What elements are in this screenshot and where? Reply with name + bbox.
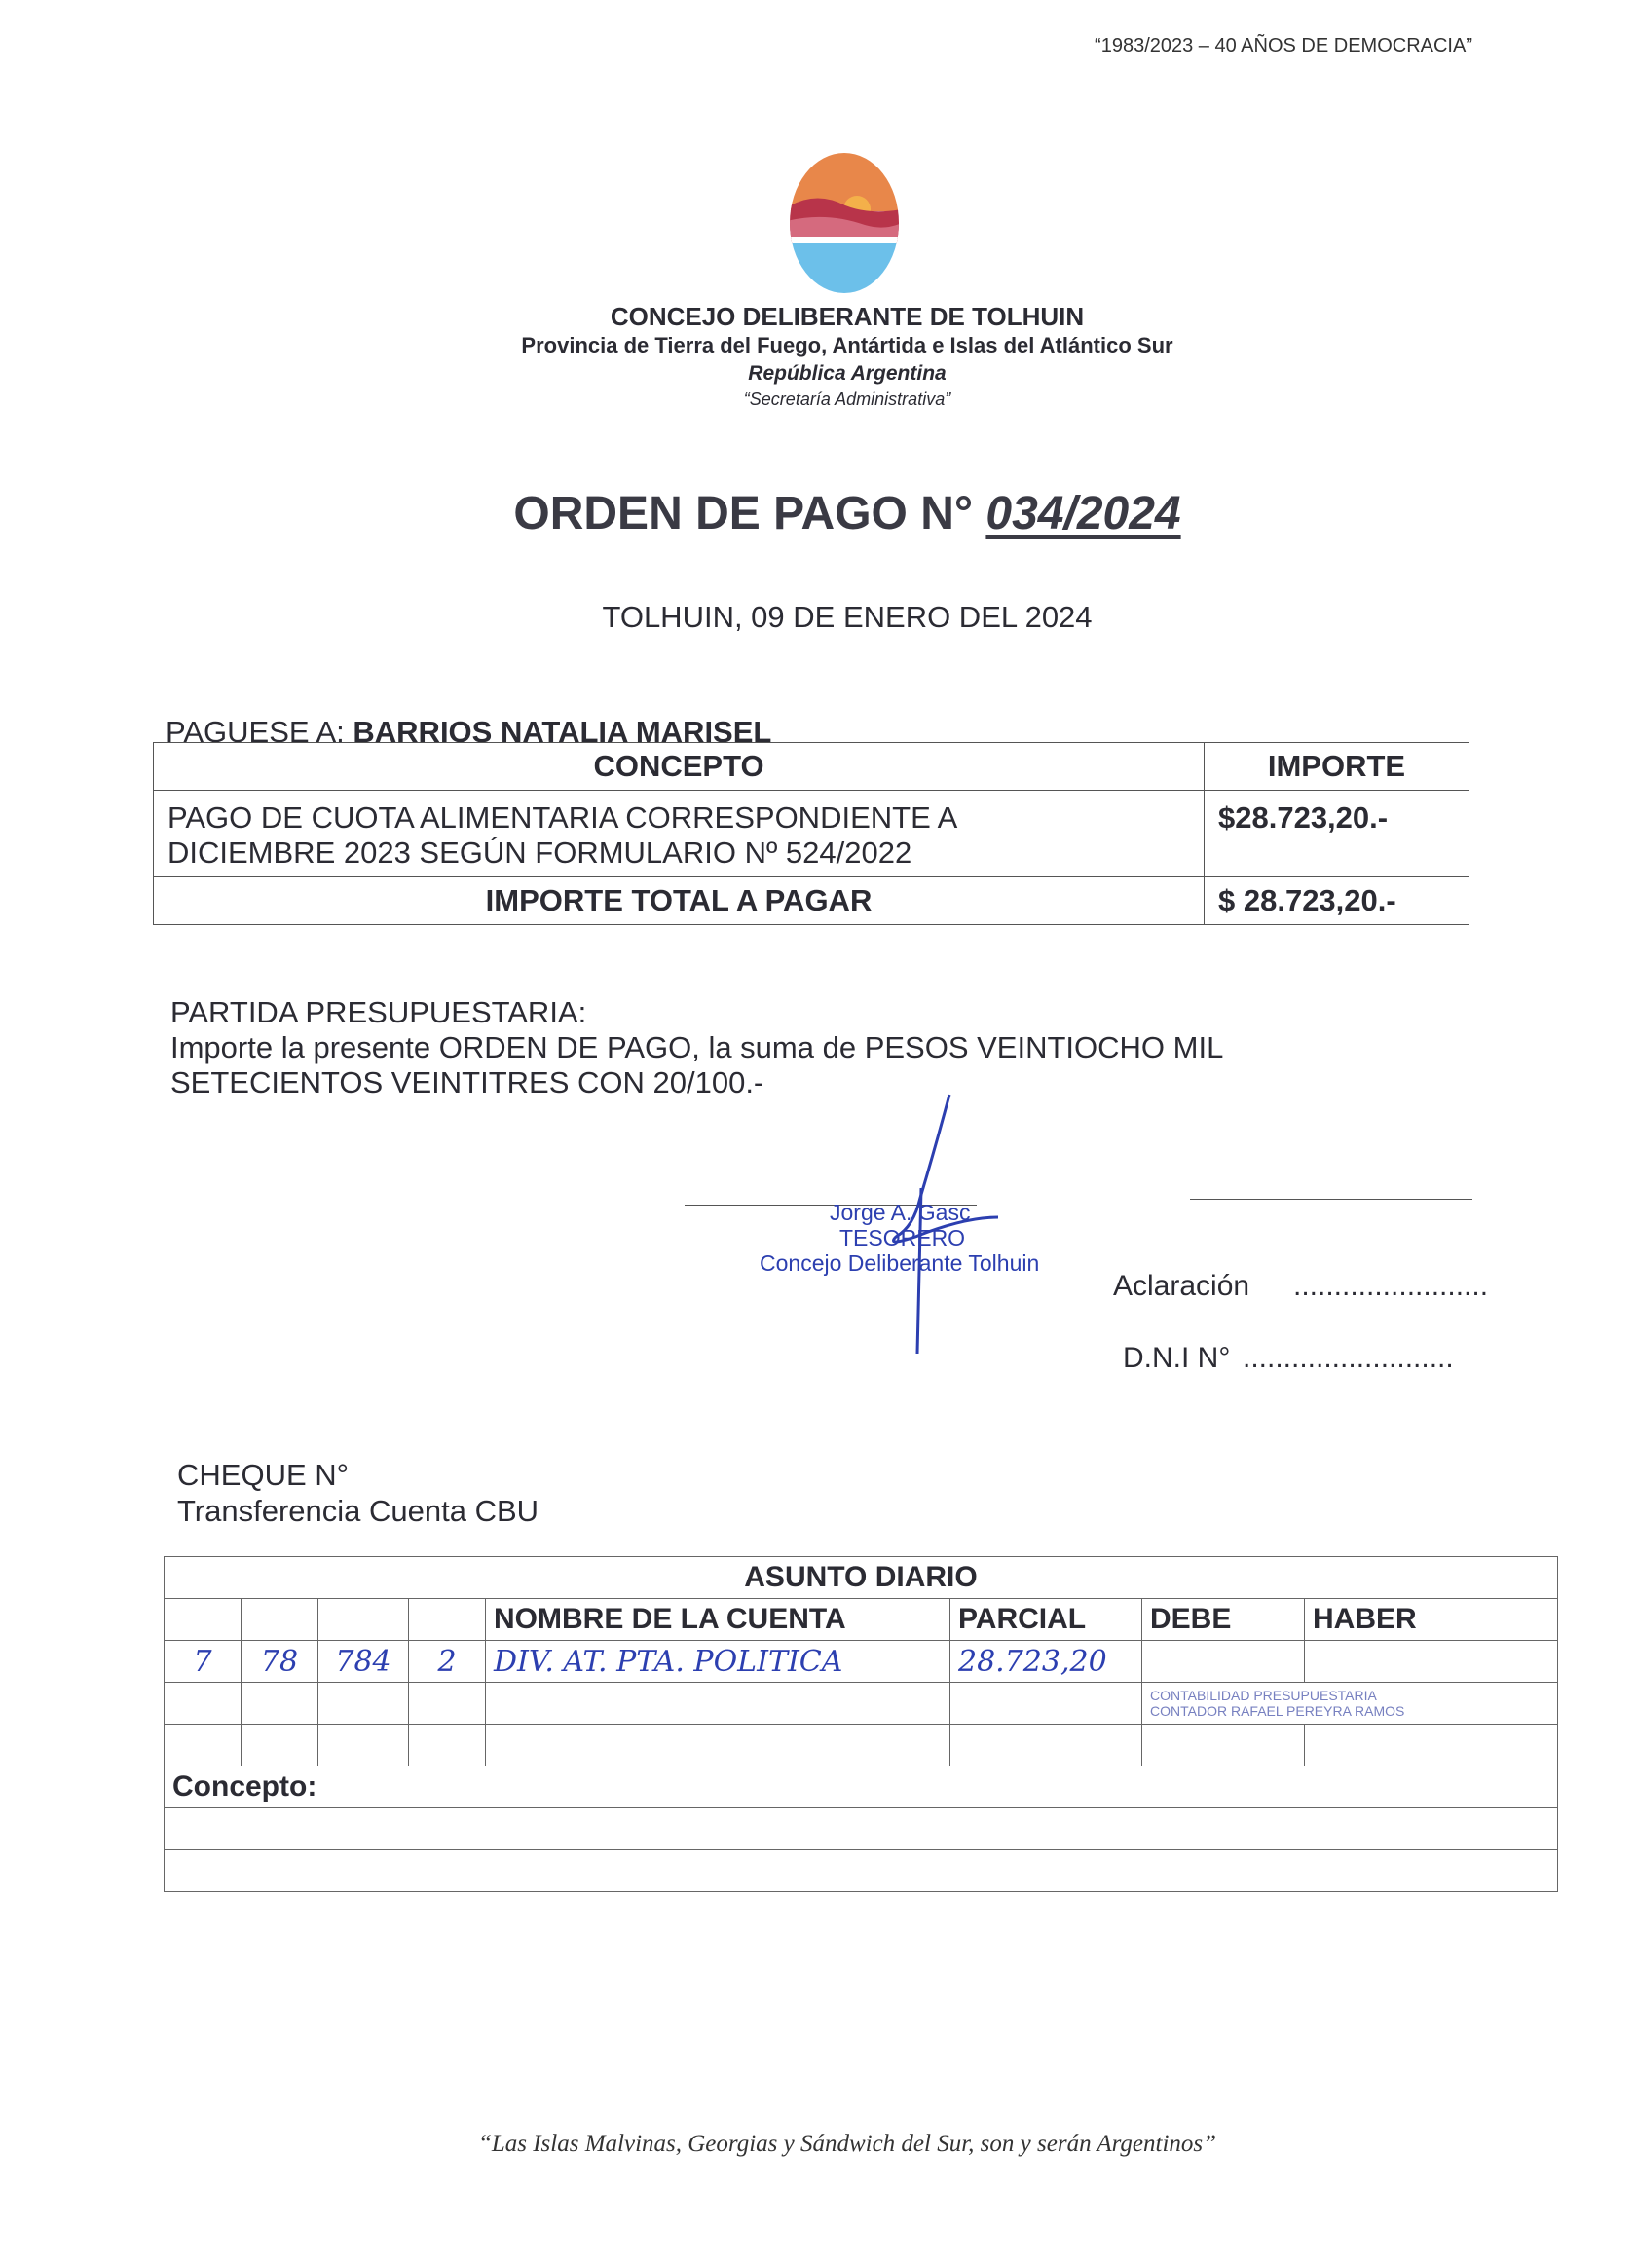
empty-cell [165,1683,242,1725]
empty-cell [242,1725,318,1766]
order-number: 034/2024 [985,488,1181,539]
parcial-header: PARCIAL [950,1599,1142,1641]
code-cell [242,1599,318,1641]
hand-code: 7 [165,1641,242,1683]
empty-cell [1142,1725,1305,1766]
empty-cell [950,1683,1142,1725]
date-line: TOLHUIN, 09 DE ENERO DEL 2024 [602,600,1093,634]
stamp-line1: CONTABILIDAD PRESUPUESTARIA [1150,1688,1377,1703]
empty-cell [242,1683,318,1725]
empty-cell [318,1683,409,1725]
cheque-label: CHEQUE N° [177,1458,350,1492]
signature-line-right [1190,1199,1472,1200]
concepto-line [165,1850,1558,1892]
hand-code: 78 [242,1641,318,1683]
country-name: República Argentina [748,362,947,385]
transfer-label: Transferencia Cuenta CBU [177,1494,539,1528]
budget-label: PARTIDA PRESUPUESTARIA: [170,995,587,1029]
budget-line2: SETECIENTOS VEINTITRES CON 20/100.- [170,1065,764,1099]
organization-name: CONCEJO DELIBERANTE DE TOLHUIN [610,302,1085,331]
signer-organization: Concejo Deliberante Tolhuin [760,1250,1040,1276]
dni-dots: .......................... [1243,1342,1454,1374]
hand-account-name: DIV. AT. PTA. POLITICA [486,1641,950,1683]
empty-cell [486,1725,950,1766]
concepto-line [165,1808,1558,1850]
hand-parcial: 28.723,20 [950,1641,1142,1683]
empty-cell [409,1683,486,1725]
debe-header: DEBE [1142,1599,1305,1641]
office-name: “Secretaría Administrativa” [743,390,951,409]
institution-logo [787,151,902,295]
code-cell [165,1599,242,1641]
empty-cell [486,1683,950,1725]
hand-code: 784 [318,1641,409,1683]
hand-code: 2 [409,1641,486,1683]
haber-header: HABER [1305,1599,1558,1641]
total-amount: $ 28.723,20.- [1205,877,1469,925]
concept-line2: DICIEMBRE 2023 SEGÚN FORMULARIO Nº 524/2022 [167,836,912,870]
signer-name: Jorge A. Gasc [830,1200,971,1225]
aclaracion-dots: ........................ [1293,1270,1489,1302]
amount-header: IMPORTE [1205,743,1469,791]
payee-label: PAGUESE A: [166,715,353,749]
stamp-line2: CONTADOR RAFAEL PEREYRA RAMOS [1150,1703,1405,1719]
payee-name: BARRIOS NATALIA MARISEL [353,715,772,749]
signer-role: TESORERO [839,1225,966,1250]
empty-cell [1305,1725,1558,1766]
concept-table [153,742,1469,925]
journal-title: ASUNTO DIARIO [165,1557,1558,1599]
page-title [0,487,1636,540]
empty-cell [950,1725,1142,1766]
accounting-stamp [1142,1683,1558,1725]
debe-cell [1142,1641,1305,1683]
account-name-header: NOMBRE DE LA CUENTA [486,1599,950,1641]
aclaracion-label: Aclaración [1113,1270,1250,1302]
concept-header: CONCEPTO [154,743,1205,791]
journal-table [164,1556,1558,1892]
payment-method [177,1457,539,1529]
footer-motto: “Las Islas Malvinas, Georgias y Sándwich del Sur, son y serán Argentinos” [477,2131,1217,2157]
empty-cell [318,1725,409,1766]
amount-cell: $28.723,20.- [1205,791,1469,877]
budget-line1: Importe la presente ORDEN DE PAGO, la suma de PESOS VEINTIOCHO MIL [170,1030,1224,1064]
commemorative-motto: “1983/2023 – 40 AÑOS DE DEMOCRACIA” [1095,35,1472,56]
budget-section [170,995,1223,1100]
dni-label: D.N.I N° [1123,1342,1231,1374]
empty-cell [165,1725,242,1766]
empty-cell [409,1725,486,1766]
province-name: Provincia de Tierra del Fuego, Antártida e Islas del Atlántico Sur [521,333,1173,357]
concept-line1: PAGO DE CUOTA ALIMENTARIA CORRESPONDIENTE A [167,800,958,835]
concepto-label: Concepto: [165,1766,1558,1808]
code-cell [318,1599,409,1641]
haber-cell [1305,1641,1558,1683]
concept-cell [154,791,1205,877]
title-prefix: ORDEN DE PAGO N° [513,488,986,539]
total-label: IMPORTE TOTAL A PAGAR [154,877,1205,925]
code-cell [409,1599,486,1641]
